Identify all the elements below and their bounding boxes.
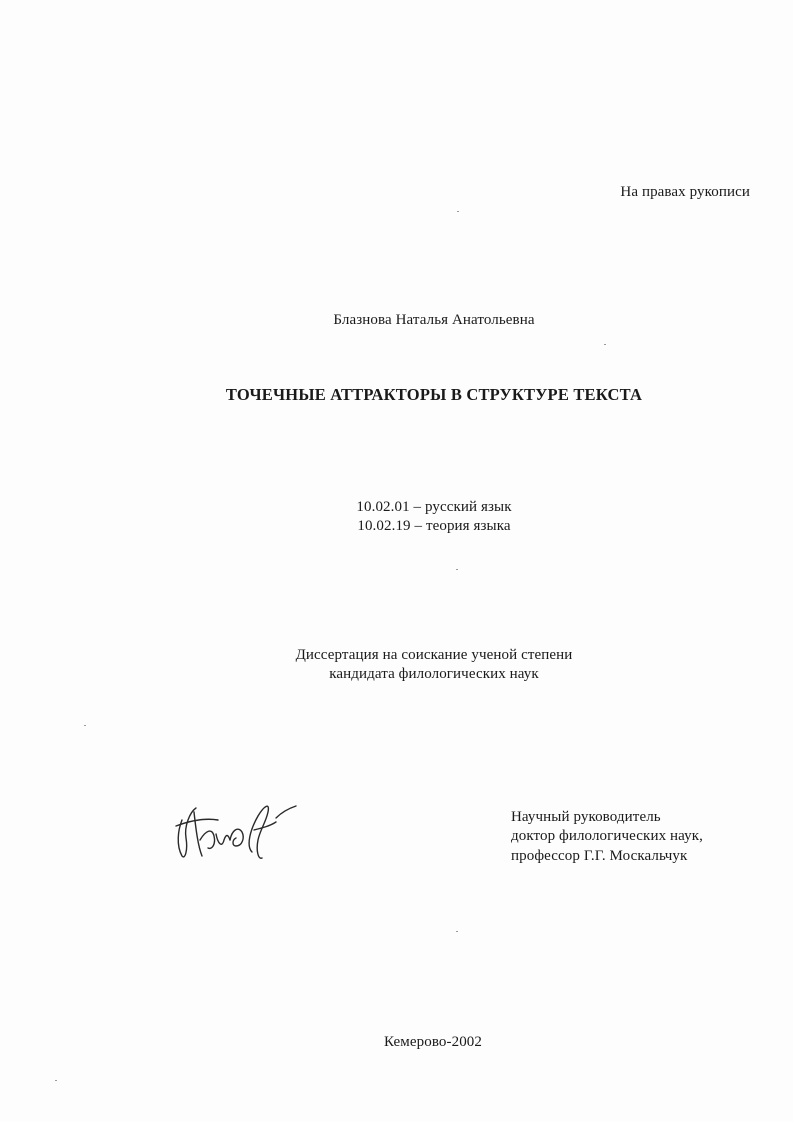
supervisor-line: Научный руководитель [511, 809, 661, 825]
specialty-line: 10.02.01 – русский язык [356, 499, 512, 515]
scan-speck [55, 1080, 57, 1081]
scan-speck [456, 569, 458, 570]
scan-speck [604, 344, 606, 345]
handwritten-signature [172, 790, 302, 866]
supervisor-line: доктор филологических наук, [511, 828, 703, 844]
degree-line: кандидата филологических наук [329, 666, 539, 682]
degree-line: Диссертация на соискание ученой степени [295, 647, 573, 663]
dissertation-title: ТОЧЕЧНЫЕ АТТРАКТОРЫ В СТРУКТУРЕ ТЕКСТА [225, 385, 643, 404]
scan-speck [84, 725, 86, 726]
supervisor-line: профессор Г.Г. Москальчук [511, 848, 688, 864]
author-name: Блазнова Наталья Анатольевна [333, 312, 535, 328]
city-year: Кемерово-2002 [383, 1034, 483, 1050]
rights-note: На правах рукописи [620, 184, 750, 200]
scan-speck [456, 931, 458, 932]
scan-speck [457, 211, 459, 212]
specialty-line: 10.02.19 – теория языка [357, 518, 511, 534]
